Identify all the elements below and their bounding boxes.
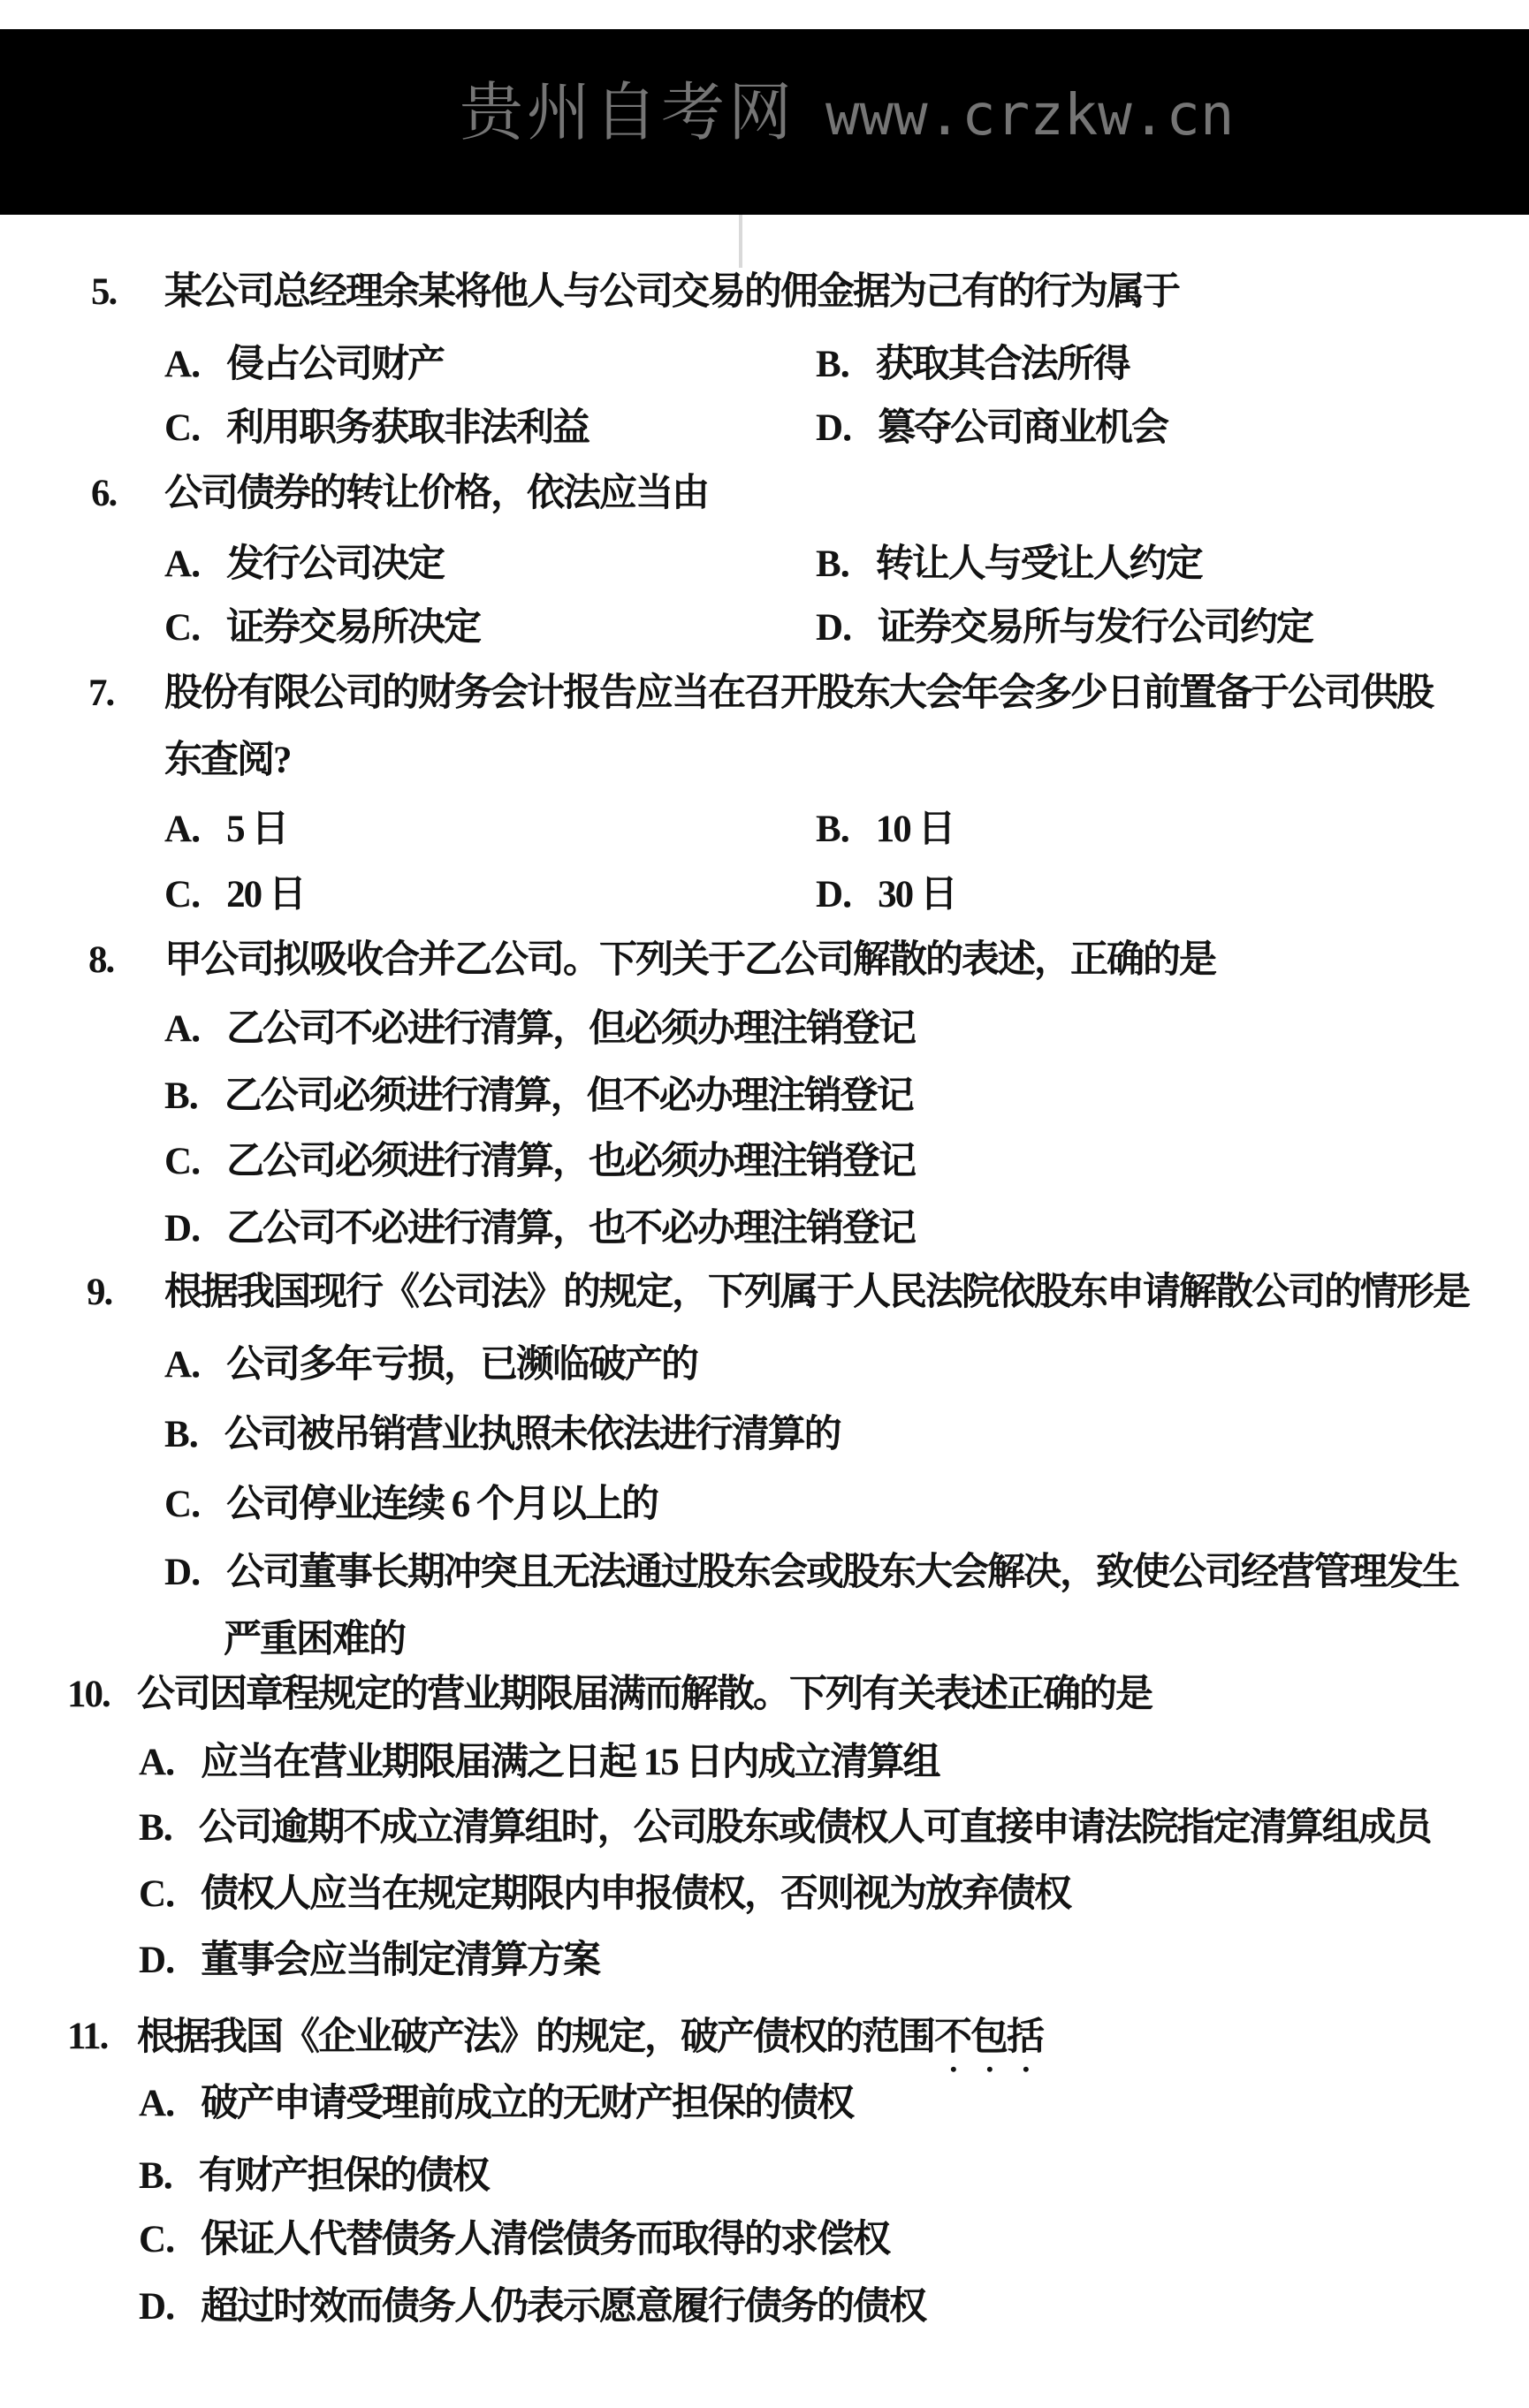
option-label: A．: [164, 1344, 227, 1386]
option-text: 债权人应当在规定期限内申报债权，否则视为放弃债权: [201, 1873, 1071, 1915]
watermark: [460, 61, 1234, 153]
question-5-option-a: [164, 345, 444, 385]
question-11-number: 11.: [67, 2016, 108, 2057]
option-text: 保证人代替债务人清偿债务而取得的求偿权: [201, 2219, 890, 2260]
option-text: 乙公司必须进行清算，也必须办理注销登记: [226, 1141, 916, 1182]
option-label: D．: [816, 407, 879, 449]
option-label: C．: [164, 607, 227, 649]
question-11-option-b: [139, 2156, 489, 2197]
question-8-option-b: [164, 1076, 913, 1117]
scan-banner: [0, 29, 1529, 215]
question-5-option-b: [816, 345, 1130, 385]
option-label: B．: [164, 1414, 224, 1455]
option-text: 公司被吊销营业执照未依法进行清算的: [224, 1414, 841, 1455]
option-text: 董事会应当制定清算方案: [201, 1940, 600, 1981]
question-9-option-b: [164, 1415, 841, 1455]
question-7-stem-line2: 东查阅?: [164, 740, 291, 781]
option-label: D．: [139, 1940, 202, 1981]
option-text: 侵占公司财产: [226, 344, 445, 385]
scan-artifact-line: [739, 215, 742, 268]
option-text: 公司逾期不成立清算组时，公司股东或债权人可直接申请法院指定清算组成员: [198, 1807, 1431, 1849]
question-5-option-c: [164, 408, 589, 449]
question-10-option-a: [139, 1743, 939, 1783]
option-text: 乙公司不必进行清算，也不必办理注销登记: [226, 1208, 916, 1250]
question-7-option-a: [164, 809, 287, 850]
option-label: C．: [164, 874, 227, 915]
option-text: 利用职务获取非法利益: [226, 407, 590, 449]
option-label: D．: [164, 1208, 227, 1250]
option-label: B．: [139, 1807, 199, 1849]
option-text: 30 日: [878, 874, 956, 915]
option-label: D．: [816, 607, 879, 649]
question-9-option-d: [164, 1553, 1458, 1593]
question-8-option-c: [164, 1142, 915, 1182]
option-label: A．: [139, 1742, 202, 1783]
question-11-option-d: [139, 2287, 925, 2328]
option-text: 公司董事长期冲突且无法通过股东会或股东大会解决，致使公司经营管理发生: [226, 1552, 1459, 1593]
question-8-number: 8.: [88, 939, 114, 981]
question-11-option-a: [139, 2084, 853, 2124]
option-text: 应当在营业期限届满之日起 15 日内成立清算组: [201, 1742, 939, 1783]
option-label: A．: [139, 2083, 202, 2124]
question-10-number: 10.: [67, 1674, 110, 1715]
option-label: D．: [164, 1552, 227, 1593]
question-8-stem: 甲公司拟吸收合并乙公司。下列关于乙公司解散的表述，正确的是: [164, 939, 1215, 981]
question-11-stem: [137, 2017, 1043, 2080]
option-text: 破产申请受理前成立的无财产担保的债权: [201, 2083, 854, 2124]
question-9-option-a: [164, 1345, 697, 1386]
option-text: 10 日: [875, 809, 955, 850]
question-5-option-d: [816, 408, 1168, 449]
option-text: 5 日: [226, 809, 288, 850]
option-label: C．: [164, 407, 227, 449]
option-label: C．: [139, 1873, 202, 1915]
question-9-option-c: [164, 1485, 658, 1525]
option-label: A．: [164, 344, 227, 385]
option-label: D．: [816, 874, 879, 915]
question-9-number: 9.: [87, 1272, 112, 1313]
option-label: B．: [816, 809, 876, 850]
question-7-option-c: [164, 875, 305, 915]
option-label: D．: [139, 2286, 202, 2328]
stem-text: 根据我国《企业破产法》的规定，破产债权的范围: [137, 2017, 934, 2058]
option-text: 篡夺公司商业机会: [878, 407, 1168, 449]
option-label: B．: [164, 1075, 224, 1117]
question-6-option-c: [164, 608, 480, 649]
option-label: C．: [164, 1141, 227, 1182]
option-label: B．: [139, 2155, 199, 2197]
watermark-site-name: 贵州自考网: [460, 78, 796, 148]
question-6-option-a: [164, 544, 444, 585]
question-5-number: 5.: [91, 271, 117, 313]
question-5-stem: 某公司总经理余某将他人与公司交易的佣金据为己有的行为属于: [164, 271, 1179, 313]
option-text: 发行公司决定: [226, 543, 445, 585]
question-10-stem: 公司因章程规定的营业期限届满而解散。下列有关表述正确的是: [137, 1674, 1152, 1715]
question-10-option-b: [139, 1808, 1431, 1849]
question-9-stem: 根据我国现行《公司法》的规定，下列属于人民法院依股东申请解散公司的情形是: [164, 1272, 1469, 1313]
option-text: 20 日: [226, 874, 305, 915]
option-text: 获取其合法所得: [875, 344, 1130, 385]
option-text: 转让人与受让人约定: [875, 543, 1202, 585]
question-10-option-c: [139, 1874, 1070, 1915]
option-label: C．: [164, 1484, 227, 1525]
stem-emphasized-text: 不包括: [934, 2017, 1043, 2058]
watermark-url: www.crzkw.cn: [825, 83, 1235, 148]
option-label: B．: [816, 543, 876, 585]
option-label: C．: [139, 2219, 202, 2260]
question-8-option-a: [164, 1009, 915, 1050]
question-7-option-b: [816, 809, 954, 850]
question-7-stem-line1: 股份有限公司的财务会计报告应当在召开股东大会年会多少日前置备于公司供股: [164, 672, 1433, 714]
option-text: 乙公司必须进行清算，但不必办理注销登记: [224, 1075, 913, 1117]
option-label: A．: [164, 1008, 227, 1050]
question-6-number: 6.: [91, 473, 117, 514]
option-text: 超过时效而债务人仍表示愿意履行债务的债权: [201, 2286, 926, 2328]
option-label: A．: [164, 809, 227, 850]
question-6-option-d: [816, 608, 1312, 649]
question-6-option-b: [816, 544, 1202, 585]
option-text: 公司停业连续 6 个月以上的: [226, 1484, 658, 1525]
option-text: 有财产担保的债权: [198, 2155, 489, 2197]
option-text: 乙公司不必进行清算，但必须办理注销登记: [226, 1008, 916, 1050]
option-label: A．: [164, 543, 227, 585]
question-9-option-d-line2: 严重困难的: [224, 1619, 405, 1660]
option-text: 公司多年亏损，已濒临破产的: [226, 1344, 698, 1386]
question-6-stem: 公司债券的转让价格，依法应当由: [164, 473, 708, 514]
question-7-number: 7.: [88, 672, 114, 714]
option-text: 证券交易所决定: [226, 607, 481, 649]
question-11-option-c: [139, 2220, 889, 2260]
question-10-option-d: [139, 1941, 599, 1981]
option-text: 证券交易所与发行公司约定: [878, 607, 1313, 649]
question-7-option-d: [816, 875, 956, 915]
question-8-option-d: [164, 1209, 915, 1250]
option-label: B．: [816, 344, 876, 385]
